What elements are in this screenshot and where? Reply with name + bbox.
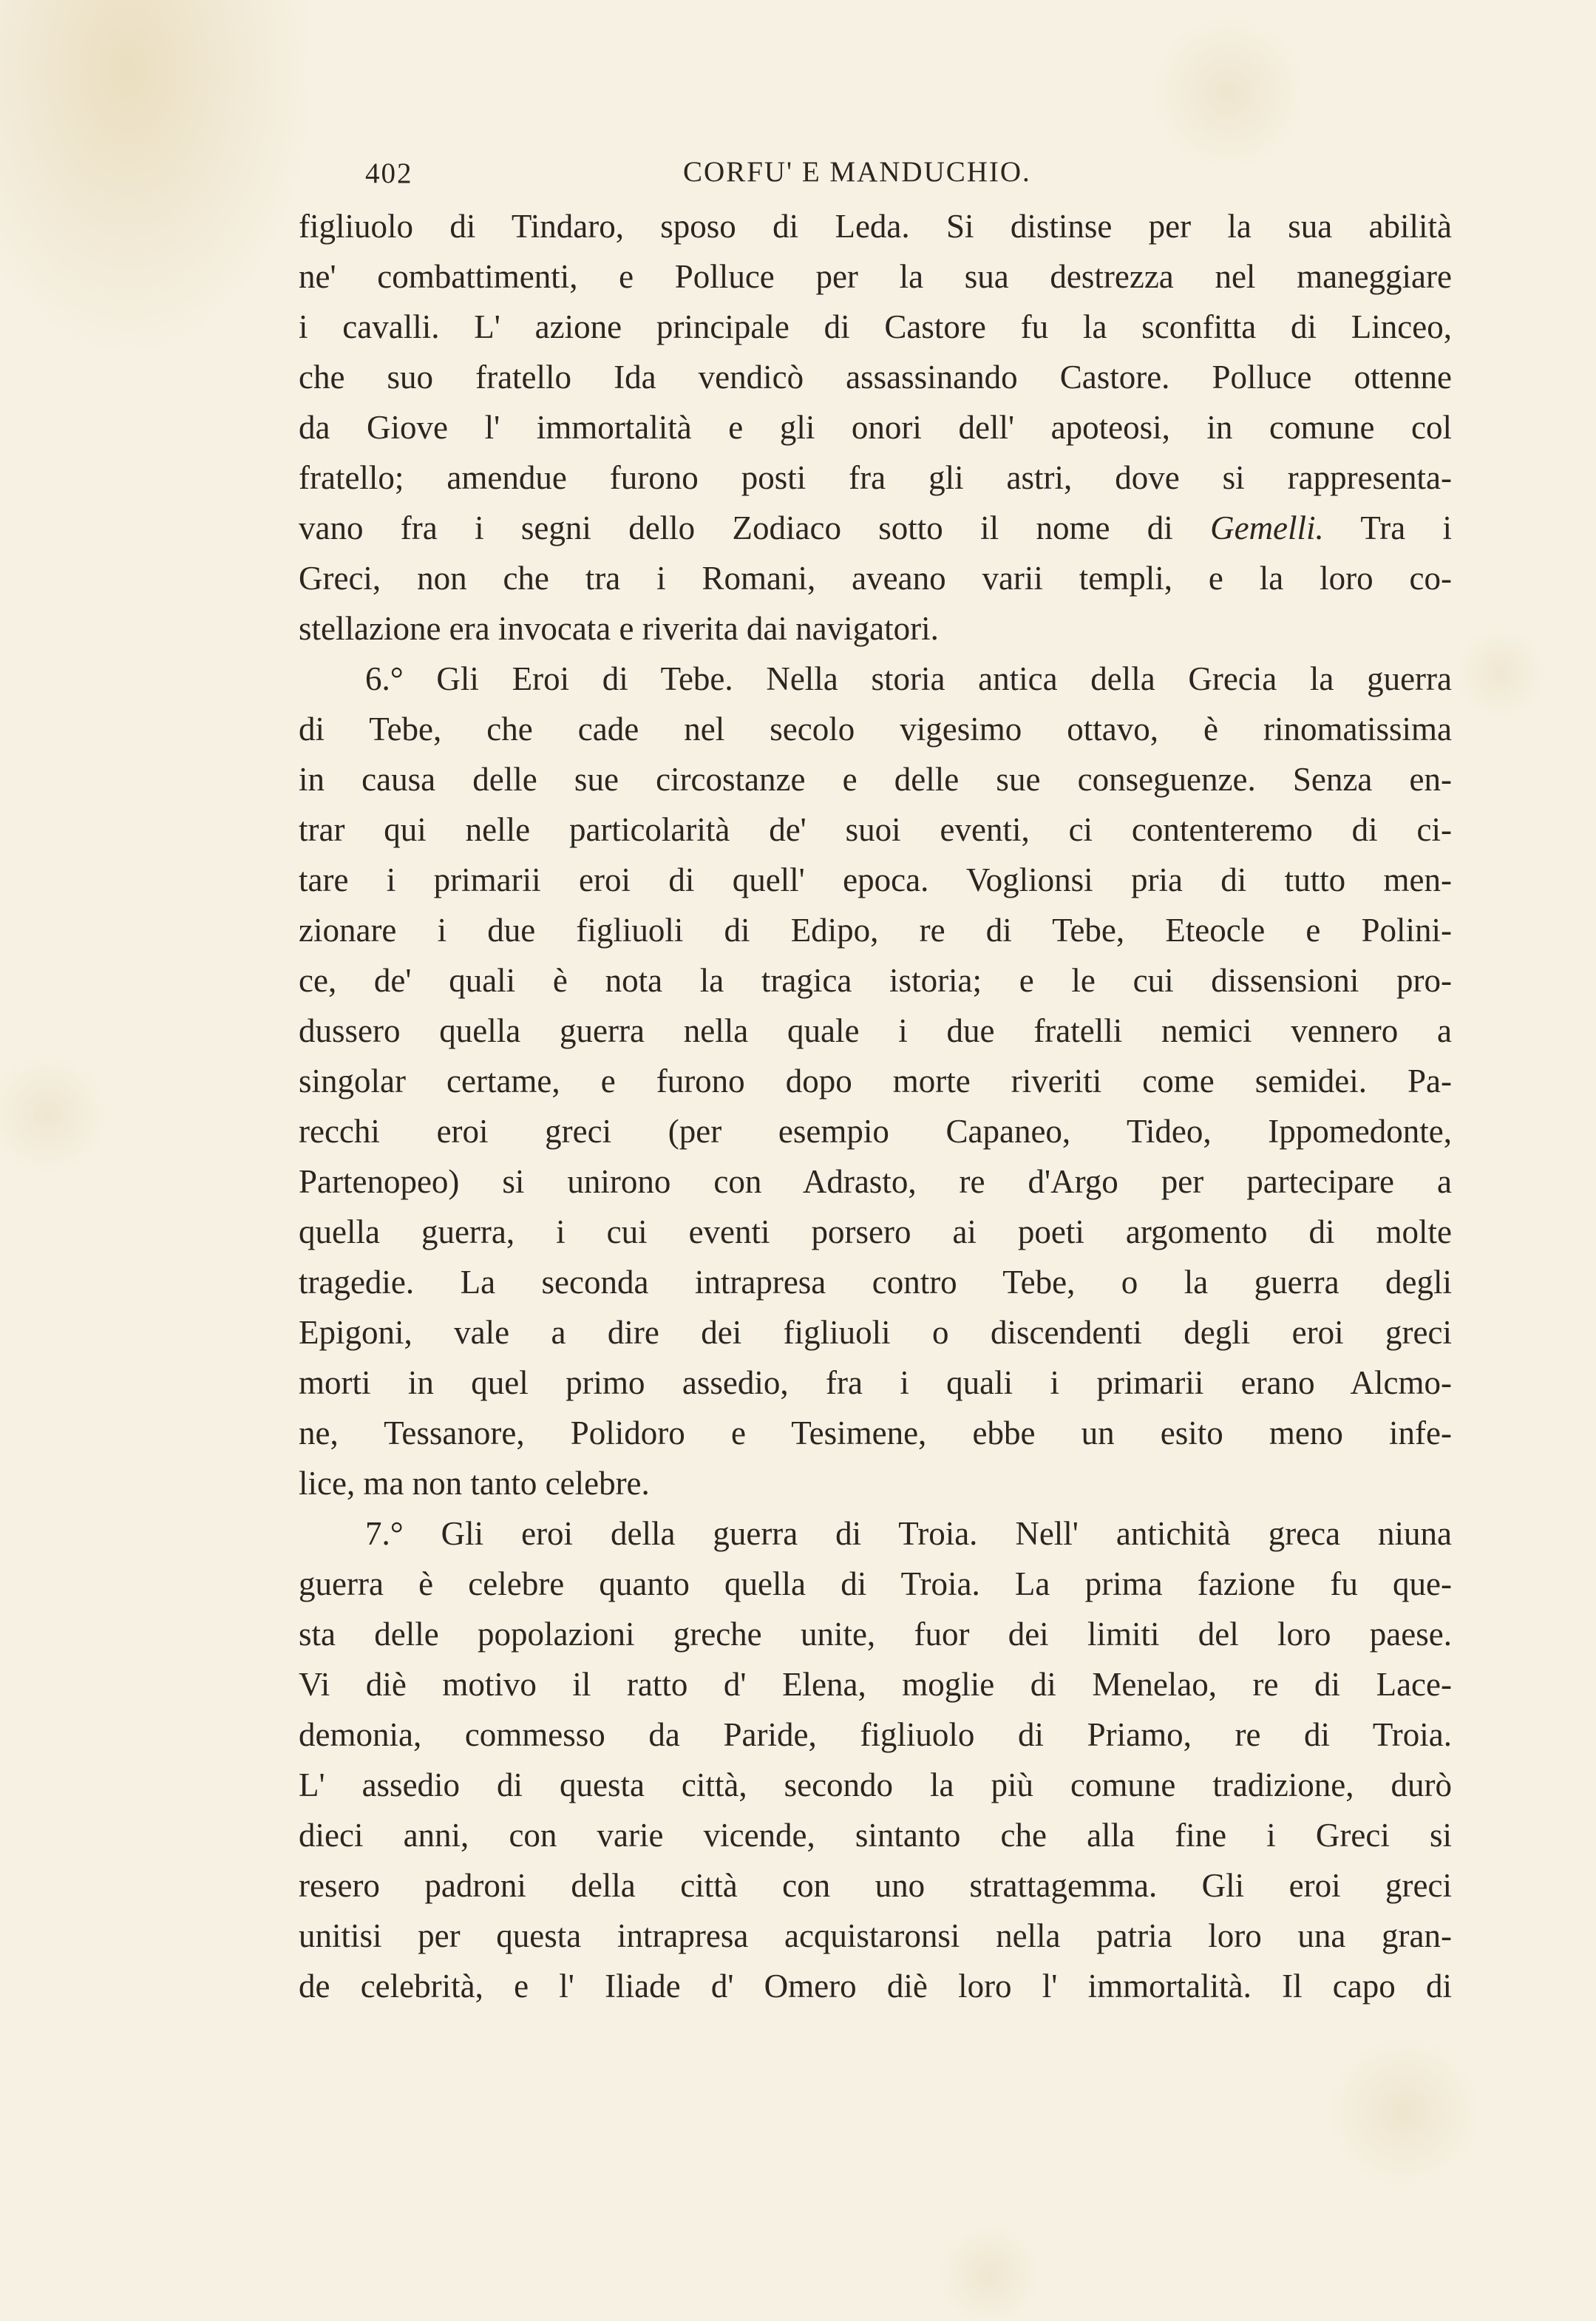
body-text [299,201,1452,2011]
running-title: CORFU' E MANDUCHIO. [683,156,1031,188]
text-line: figliuolo di Tindaro, sposo di Leda. Si distinse per la sua abilità [299,208,1452,245]
text-line: lice, ma non tanto celebre. [299,1465,650,1502]
text-line: unitisi per questa intrapresa acquistaronsi nella patria loro una gran- [299,1917,1452,1954]
text-line: di Tebe, che cade nel secolo vigesimo ottavo, è rinomatissima [299,711,1452,748]
text-line: dieci anni, con varie vicende, sintanto che alla fine i Greci si [299,1817,1452,1854]
text-line: fratello; amendue furono posti fra gli astri, dove si rappresenta- [299,459,1452,496]
text-line: Greci, non che tra i Romani, aveano varii templi, e la loro co- [299,560,1452,597]
section-heading-line: 6.° Gli Eroi di Tebe. Nella storia antica della Grecia la guerra [365,660,1452,697]
text-line: ce, de' quali è nota la tragica istoria; e le cui dissensioni pro- [299,962,1452,999]
text-line: i cavalli. L' azione principale di Castore fu la sconfitta di Linceo, [299,308,1452,345]
page-header [299,149,1452,194]
text-line: trar qui nelle particolarità de' suoi eventi, ci contenteremo di ci- [299,811,1452,848]
text-line: stellazione era invocata e riverita dai navigatori. [299,610,939,647]
text-line: guerra è celebre quanto quella di Troia. La prima fazione fu que- [299,1565,1452,1602]
page-number: 402 [365,157,413,189]
text-line-start: vano fra i segni dello Zodiaco sotto il nome di [299,509,1173,546]
text-line: demonia, commesso da Paride, figliuolo di Priamo, re di Troia. [299,1716,1452,1753]
text-line: in causa delle sue circostanze e delle sue conseguenze. Senza en- [299,761,1452,798]
text-line: ne' combattimenti, e Polluce per la sua destrezza nel maneggiare [299,258,1452,295]
text-line: sta delle popolazioni greche unite, fuor dei limiti del loro paese. [299,1616,1452,1653]
text-line: morti in quel primo assedio, fra i quali i primarii erano Alcmo- [299,1364,1452,1401]
text-line: Partenopeo) si unirono con Adrasto, re d'Argo per partecipare a [299,1163,1452,1200]
text-line: zionare i due figliuoli di Edipo, re di Tebe, Eteocle e Polini- [299,912,1452,949]
text-line: Vi diè motivo il ratto d' Elena, moglie di Menelao, re di Lace- [299,1666,1452,1703]
section-heading-line: 7.° Gli eroi della guerra di Troia. Nell' antichità greca niuna [365,1515,1452,1552]
text-line: de celebrità, e l' Iliade d' Omero diè loro l' immortalità. Il capo di [299,1968,1452,2005]
text-line: tragedie. La seconda intrapresa contro Tebe, o la guerra degli [299,1264,1452,1301]
text-line: singolar certame, e furono dopo morte riveriti come semidei. Pa- [299,1063,1452,1099]
text-line: quella guerra, i cui eventi porsero ai poeti argomento di molte [299,1213,1452,1250]
text-line-end: Tra i [1360,509,1452,546]
text-line: che suo fratello Ida vendicò assassinando Castore. Polluce ottenne [299,359,1452,396]
text-line: tare i primarii eroi di quell' epoca. Voglionsi pria di tutto men- [299,861,1452,898]
text-line: L' assedio di questa città, secondo la più comune tradizione, durò [299,1766,1452,1803]
text-line-gemelli [299,503,1452,553]
text-line: resero padroni della città con uno strattagemma. Gli eroi greci [299,1867,1452,1904]
text-line: da Giove l' immortalità e gli onori dell' apoteosi, in comune col [299,409,1452,446]
text-line: dussero quella guerra nella quale i due fratelli nemici vennero a [299,1012,1452,1049]
text-line: ne, Tessanore, Polidoro e Tesimene, ebbe un esito meno infe- [299,1414,1452,1451]
text-line: Epigoni, vale a dire dei figliuoli o discendenti degli eroi greci [299,1314,1452,1351]
italic-term: Gemelli. [1210,509,1324,546]
text-line: recchi eroi greci (per esempio Capaneo, Tideo, Ippomedonte, [299,1113,1452,1150]
